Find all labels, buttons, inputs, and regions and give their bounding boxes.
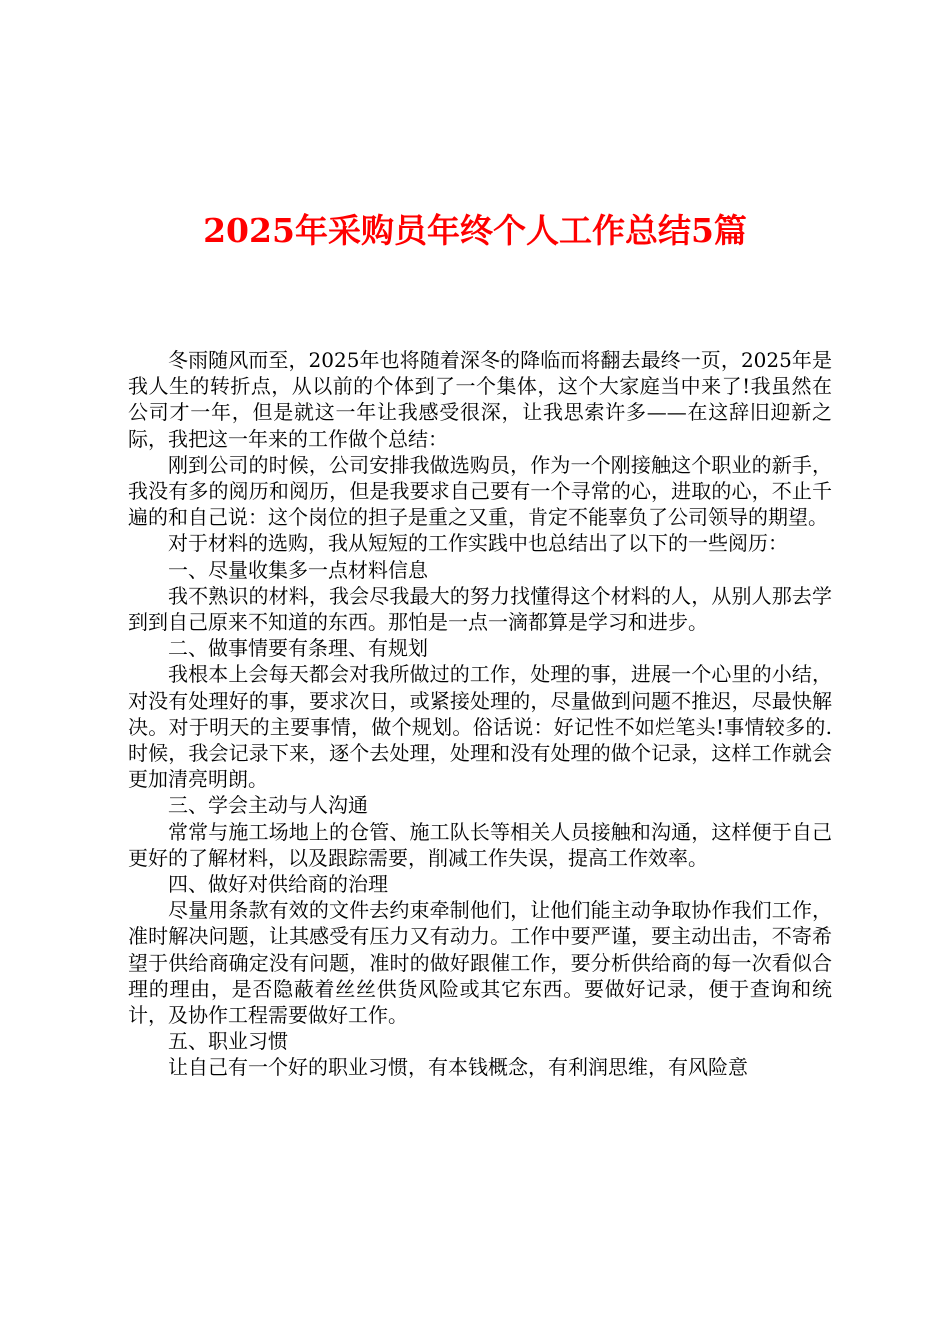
section-heading: 四、做好对供给商的治理 bbox=[168, 872, 388, 897]
document-body bbox=[128, 347, 832, 1081]
paragraph: 常常与施工场地上的仓管、施工队长等相关人员接触和沟通，这样便于自己更好的了解材料，以及跟踪需要，削减工作失误，提高工作效率。 bbox=[128, 819, 832, 870]
document-title: 2025年采购员年终个人工作总结5篇 bbox=[203, 211, 747, 250]
paragraph: 冬雨随风而至，2025年也将随着深冬的降临而将翻去最终一页，2025年是我人生的转折点，从以前的个体到了一个集体，这个大家庭当中来了!我虽然在公司才一年，但是就这一年让我感受很深，让我思索许多——在这辞旧迎新之际，我把这一年来的工作做个总结： bbox=[128, 348, 832, 451]
section-heading: 二、做事情要有条理、有规划 bbox=[168, 636, 428, 661]
paragraph: 我不熟识的材料，我会尽我最大的努力找懂得这个材料的人，从别人那去学到到自己原来不知道的东西。那怕是一点一滴都算是学习和进步。 bbox=[128, 583, 832, 635]
paragraph: 对于材料的选购，我从短短的工作实践中也总结出了以下的一些阅历： bbox=[168, 531, 788, 556]
section-heading: 一、尽量收集多一点材料信息 bbox=[168, 557, 428, 582]
paragraph: 我根本上会每天都会对我所做过的工作，处理的事，进展一个心里的小结，对没有处理好的事，要求次日，或紧接处理的，尽量做到问题不推迟，尽最快解决。对于明天的主要事情，做个规划。俗话说：好记性不如烂笔头!事情较多的.时候，我会记录下来，逐个去处理，处理和没有处理的做个记录，这样工作就会更加清亮明朗。 bbox=[128, 662, 832, 792]
paragraph: 让自己有一个好的职业习惯，有本钱概念，有利润思维，有风险意 bbox=[168, 1055, 748, 1080]
paragraph: 刚到公司的时候，公司安排我做选购员，作为一个刚接触这个职业的新手，我没有多的阅历和阅历，但是我要求自己要有一个寻常的心，进取的心，不止千遍的和自己说：这个岗位的担子是重之又重，肯定不能辜负了公司领导的期望。 bbox=[128, 452, 832, 530]
section-heading: 五、职业习惯 bbox=[168, 1029, 288, 1054]
paragraph: 尽量用条款有效的文件去约束牵制他们，让他们能主动争取协作我们工作，准时解决问题，让其感受有压力又有动力。工作中要严谨，要主动出击，不寄希望于供给商确定没有问题，准时的做好跟催工作，要分析供给商的每一次看似合理的理由，是否隐蔽着丝丝供货风险或其它东西。要做好记录，便于查询和统计，及协作工程需要做好工作。 bbox=[128, 898, 832, 1028]
section-heading: 三、学会主动与人沟通 bbox=[168, 793, 368, 818]
